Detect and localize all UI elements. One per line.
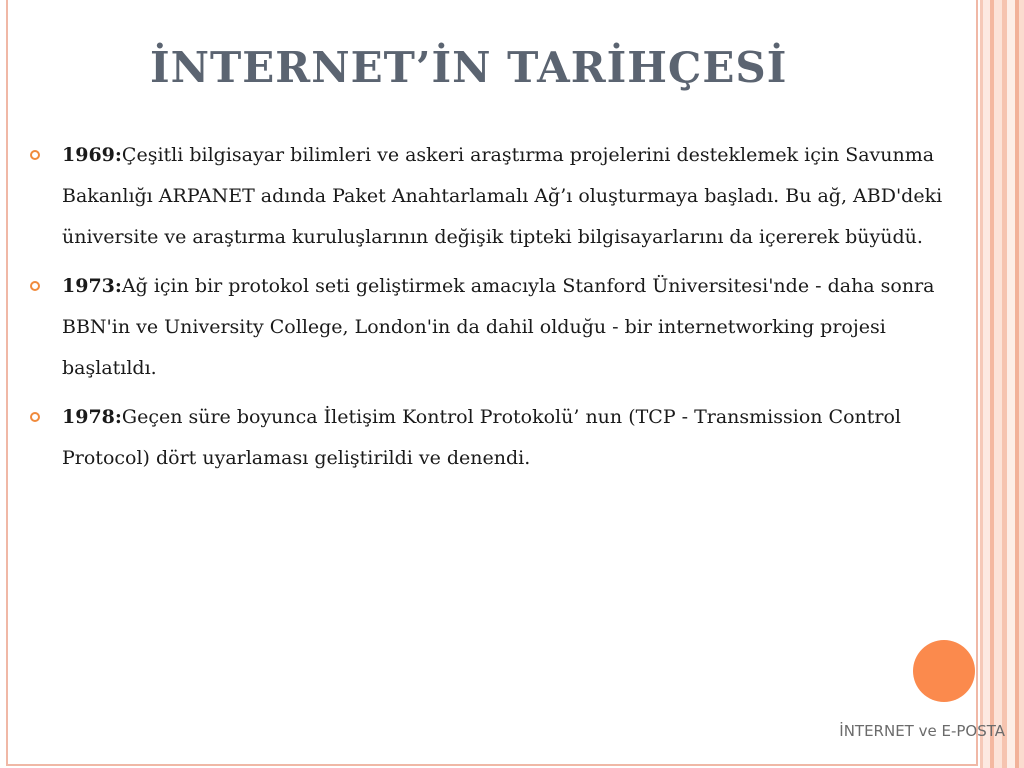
orange-circle	[913, 640, 975, 702]
slide-footer: İNTERNET ve E-POSTA	[839, 722, 1005, 740]
bullet-year: 1969:	[62, 144, 122, 166]
bullet-text: Geçen süre boyunca İletişim Kontrol Protokolü’ nun (TCP - Transmission Control Protocol) dört uyarlaması geliştirildi ve denendi.	[62, 406, 901, 469]
stripe	[983, 0, 990, 768]
bullet-item	[28, 397, 958, 479]
bullet-text: Çeşitli bilgisayar bilimleri ve askeri araştırma projelerini desteklemek için Savunma Bakanlığı ARPANET adında Paket Anahtarlamalı Ağ’ı oluşturmaya başladı. Bu ağ, ABD'deki üniversite ve araştırma kuruluşlarının değişik tipteki bilgisayarlarını da içererek büyüdü.	[62, 144, 943, 248]
slide-title: İNTERNET’İN TARİHÇESİ	[150, 43, 788, 92]
circle-bullet-icon	[30, 281, 40, 291]
stripe	[1007, 0, 1015, 768]
bullet-item	[28, 266, 958, 389]
circle-bullet-icon	[30, 150, 40, 160]
bullet-text: Ağ için bir protokol seti geliştirmek amacıyla Stanford Üniversitesi'nde - daha sonra BBN'in ve University College, London'in da dahil olduğu - bir internetworking projesi başlatıldı.	[62, 275, 935, 379]
bullet-year: 1978:	[62, 406, 122, 428]
bullet-item	[28, 135, 958, 258]
circle-bullet-icon	[30, 412, 40, 422]
stripe	[1019, 0, 1024, 768]
bullet-year: 1973:	[62, 275, 122, 297]
decorative-stripes	[980, 0, 1024, 768]
stripe	[994, 0, 1002, 768]
bullet-list	[28, 135, 958, 487]
